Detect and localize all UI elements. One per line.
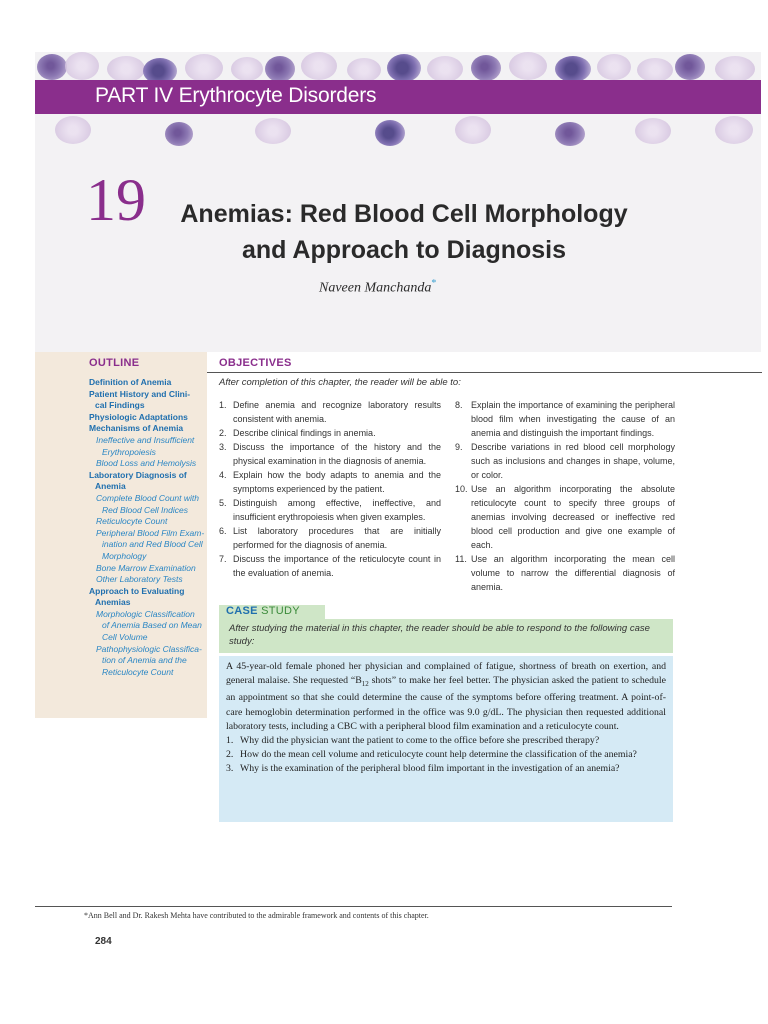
outline-item-text: Other Laboratory Tests <box>96 574 183 585</box>
author-name: Naveen Manchanda <box>319 280 432 296</box>
part-label: PART IV <box>95 84 173 107</box>
outline-item-text: Mechanisms of Anemia <box>89 423 184 434</box>
outline-item-continuation: Anemias <box>95 597 131 608</box>
case-question-number: 2. <box>226 749 234 761</box>
outline-item-text: Laboratory Diagnosis of <box>89 469 187 480</box>
outline-heading: OUTLINE <box>89 357 140 369</box>
chapter-number: 19 <box>86 167 146 233</box>
outline-item-continuation: ination and Red Blood Cell <box>102 539 203 550</box>
case-study-text-part2: shots” to make her feel better. The physician asked the patient to schedule an appointment so that she could determine the cause of the symptoms before offering treatment. A point-of-care hemoglobin determination performed in the office was 9.0 g/dL. The physician then requested additional laboratory tests, including a CBC with a peripheral blood film examination and a reticulocyte count. <box>226 675 667 732</box>
objective-item <box>219 552 441 580</box>
footnote-rule <box>35 906 672 907</box>
outline-item-continuation: Morphology <box>102 550 147 561</box>
outline-item <box>89 563 207 575</box>
objective-item-number: 2. <box>219 428 227 438</box>
outline-item-text: Patient History and Clini- <box>89 388 191 399</box>
objective-item-number: 10. <box>455 484 468 494</box>
outline-item-text: Reticulocyte Count <box>96 516 168 527</box>
outline-item-text: Definition of Anemia <box>89 377 172 387</box>
outline-item <box>89 470 207 493</box>
objective-item-text: Define anemia and recognize laboratory results consistent with anemia. <box>233 400 441 424</box>
objectives-heading: OBJECTIVES <box>219 357 292 369</box>
case-study-paragraph <box>226 660 666 734</box>
objective-item-text: List laboratory procedures that are initially performed for the diagnosis of anemia. <box>233 526 441 550</box>
outline-item-text: Morphologic Classification <box>96 608 195 619</box>
objective-item-number: 4. <box>219 470 227 480</box>
objective-item <box>219 426 441 440</box>
outline-item-continuation: Anemia <box>95 481 126 492</box>
case-study-questions <box>226 734 666 777</box>
objective-item <box>219 398 441 426</box>
case-study-label-bold: CASE <box>226 605 258 617</box>
objective-item-number: 5. <box>219 498 227 508</box>
case-question-text: Why is the examination of the peripheral blood film important in the investigation of an anemia? <box>240 763 620 775</box>
objective-item-text: Describe variations in red blood cell morphology such as inclusions and changes in shape, volume, or color. <box>471 442 675 480</box>
case-question-text: Why did the physician want the patient to come to the office before she prescribed therapy? <box>240 734 600 746</box>
outline-item-continuation: of Anemia Based on Mean <box>102 620 202 631</box>
author-line <box>319 278 436 297</box>
objective-item-number: 7. <box>219 554 227 564</box>
objective-item <box>219 468 441 496</box>
objectives-rule <box>207 372 762 373</box>
outline-item-continuation: Erythropoiesis <box>102 446 156 457</box>
objective-item-text: Explain the importance of examining the peripheral blood film when investigating the cause of an anemia and distinguish the important findings. <box>471 400 675 438</box>
objective-item <box>455 552 675 594</box>
outline-item <box>89 528 207 563</box>
outline-item-text: Bone Marrow Examination <box>96 562 196 573</box>
case-study-intro: After studying the material in this chapter, the reader should be able to respond to the following case study: <box>229 623 650 647</box>
outline-item <box>89 493 207 516</box>
outline-item-continuation: cal Findings <box>95 400 145 411</box>
chapter-title-line2: and Approach to Diagnosis <box>241 236 567 264</box>
outline-item-text: Peripheral Blood Film Exam- <box>96 527 205 538</box>
chapter-title <box>174 196 634 268</box>
outline-item <box>89 609 207 644</box>
objective-item-text: Discuss the importance of the history and the physical examination in the diagnosis of anemia. <box>233 442 441 466</box>
outline-item <box>89 423 207 435</box>
objectives-right-column <box>455 398 675 594</box>
objective-item-number: 8. <box>455 400 463 410</box>
outline-item <box>89 458 207 470</box>
case-study-body <box>226 660 666 777</box>
outline-item <box>89 377 207 389</box>
objective-item <box>455 398 675 440</box>
case-question-number: 1. <box>226 734 234 746</box>
objective-item <box>455 440 675 482</box>
case-question <box>226 748 666 762</box>
objective-item-text: Describe clinical findings in anemia. <box>233 428 376 438</box>
objective-item-number: 3. <box>219 442 227 452</box>
outline-item <box>89 574 207 586</box>
objective-item <box>455 482 675 552</box>
case-question <box>226 734 666 748</box>
objective-item-number: 6. <box>219 526 227 536</box>
outline-item-text: Physiologic Adaptations <box>89 411 188 422</box>
objective-item <box>219 496 441 524</box>
outline-item-text: Blood Loss and Hemolysis <box>96 458 197 469</box>
outline-item-continuation: tion of Anemia and the <box>102 655 187 666</box>
objective-item-text: Discuss the importance of the reticulocyte count in the evaluation of anemia. <box>233 554 441 578</box>
objectives-intro: After completion of this chapter, the reader will be able to: <box>219 377 461 388</box>
outline-item-text: Complete Blood Count with <box>96 492 200 503</box>
case-question <box>226 762 666 776</box>
case-study-text-part1: A 45-year-old female phoned her physician and complained of fatigue, shortness of breath on exertion, and general malaise. She requested “B <box>226 661 666 687</box>
outline-item <box>89 435 207 458</box>
page-number: 284 <box>95 936 112 947</box>
objective-item-number: 9. <box>455 442 463 452</box>
objective-item-text: Use an algorithm incorporating the mean cell volume to narrow the differential diagnosis of anemia. <box>471 554 675 592</box>
case-study-label-rest: STUDY <box>261 605 300 617</box>
part-heading <box>95 84 376 108</box>
objective-item-text: Distinguish among effective, ineffective, and insufficient erythropoiesis when given examples. <box>233 498 441 522</box>
objective-item-number: 1. <box>219 400 227 410</box>
outline-item <box>89 644 207 679</box>
part-title: Erythrocyte Disorders <box>178 84 377 107</box>
objective-item-text: Explain how the body adapts to anemia and the symptoms experienced by the patient. <box>233 470 441 494</box>
case-study-subscript: 12 <box>361 680 369 689</box>
outline-item-continuation: Cell Volume <box>102 632 148 643</box>
outline-item <box>89 516 207 528</box>
outline-item-text: Ineffective and Insufficient <box>96 434 195 445</box>
objective-item-text: Use an algorithm incorporating the absolute reticulocyte count to specify three groups of anemias involving decreased or ineffective red blood cell production and give one example of each. <box>471 484 675 550</box>
objective-item-number: 11. <box>455 554 467 564</box>
outline-item <box>89 412 207 424</box>
objective-item <box>219 524 441 552</box>
outline-item <box>89 389 207 412</box>
outline-item <box>89 586 207 609</box>
chapter-title-line1: Anemias: Red Blood Cell Morphology <box>180 200 628 228</box>
footnote: *Ann Bell and Dr. Rakesh Mehta have contributed to the admirable framework and contents of this chapter. <box>84 911 429 920</box>
outline-item-continuation: Red Blood Cell Indices <box>102 504 188 515</box>
objective-item <box>219 440 441 468</box>
outline-item-text: Pathophysiologic Classifica- <box>96 643 202 654</box>
outline-item-continuation: Reticulocyte Count <box>102 666 174 677</box>
author-footnote-mark: * <box>431 278 437 289</box>
outline-item-text: Approach to Evaluating <box>89 585 185 596</box>
case-question-number: 3. <box>226 763 234 775</box>
objectives-left-column <box>219 398 441 580</box>
case-question-text: How do the mean cell volume and reticulocyte count help determine the classification of the anemia? <box>240 749 637 761</box>
outline-list <box>89 377 207 678</box>
case-study-label <box>226 605 300 617</box>
